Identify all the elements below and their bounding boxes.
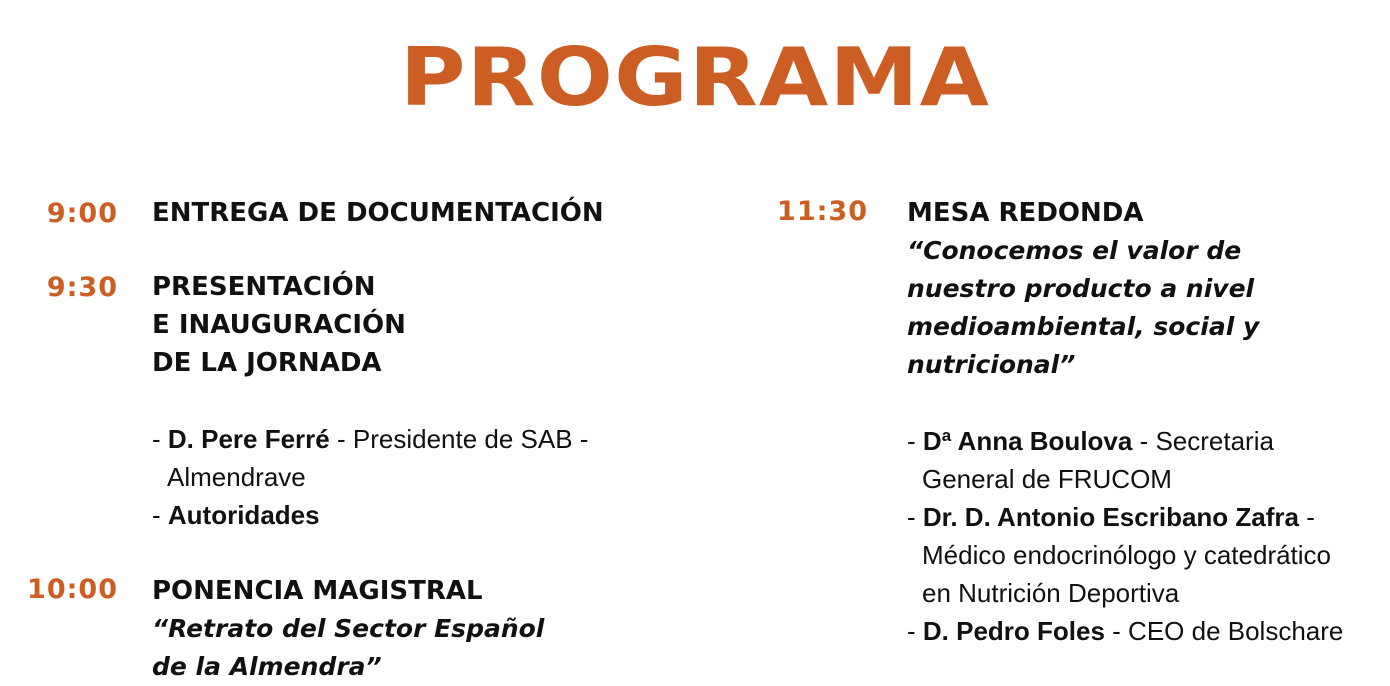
page-title: PROGRAMA	[399, 31, 991, 124]
panelist-name: D. Pedro Foles	[922, 616, 1105, 646]
speaker-item	[152, 420, 588, 458]
session-subtitle-line: nuestro producto a nivel	[907, 274, 1255, 303]
session-ponencia	[152, 572, 544, 686]
session-entrega	[152, 194, 604, 232]
panelist-item	[907, 612, 1343, 650]
panelist-role-cont: Médico endocrinólogo y catedrático	[922, 540, 1332, 570]
speaker-name: D. Pere Ferré	[167, 424, 330, 454]
panelist-item	[907, 422, 1343, 460]
session-subtitle-line: de la Almendra”	[152, 652, 382, 681]
panelist-role-cont: en Nutrición Deportiva	[922, 578, 1180, 608]
panelist-role-cont: General de FRUCOM	[922, 464, 1172, 494]
time-9-00: 9:00	[46, 198, 118, 229]
session-heading-line: E INAUGURACIÓN	[152, 310, 406, 340]
panelist-role: -	[1298, 502, 1315, 532]
session-heading: MESA REDONDA	[907, 198, 1144, 228]
session-heading: PONENCIA MAGISTRAL	[152, 576, 483, 606]
speaker-name: Autoridades	[167, 500, 320, 530]
dash: -	[907, 502, 923, 532]
speaker-role-cont: Almendrave	[167, 462, 306, 492]
speaker-role: - Presidente de SAB -	[329, 424, 589, 454]
dash: -	[152, 424, 168, 454]
dash: -	[907, 426, 923, 456]
time-9-30: 9:30	[46, 272, 118, 303]
session-presentacion	[152, 268, 588, 534]
session-subtitle-line: “Conocemos el valor de	[907, 236, 1242, 265]
session-subtitle-line: nutricional”	[907, 350, 1076, 379]
session-mesa-redonda	[907, 194, 1343, 650]
session-heading-line: PRESENTACIÓN	[152, 272, 376, 302]
session-heading-line: DE LA JORNADA	[152, 348, 382, 378]
session-heading: ENTREGA DE DOCUMENTACIÓN	[152, 198, 604, 228]
panelist-item	[907, 498, 1343, 536]
time-11-30: 11:30	[777, 196, 868, 227]
dash: -	[907, 616, 923, 646]
panelist-name: Dª Anna Boulova	[922, 426, 1133, 456]
session-subtitle-line: “Retrato del Sector Español	[152, 614, 545, 643]
panelist-role: - CEO de Bolschare	[1104, 616, 1344, 646]
dash: -	[152, 500, 168, 530]
session-subtitle-line: medioambiental, social y	[907, 312, 1260, 341]
time-10-00: 10:00	[27, 574, 118, 605]
panelist-role: - Secretaria	[1132, 426, 1274, 456]
panelist-name: Dr. D. Antonio Escribano Zafra	[922, 502, 1299, 532]
speaker-item	[152, 496, 588, 534]
